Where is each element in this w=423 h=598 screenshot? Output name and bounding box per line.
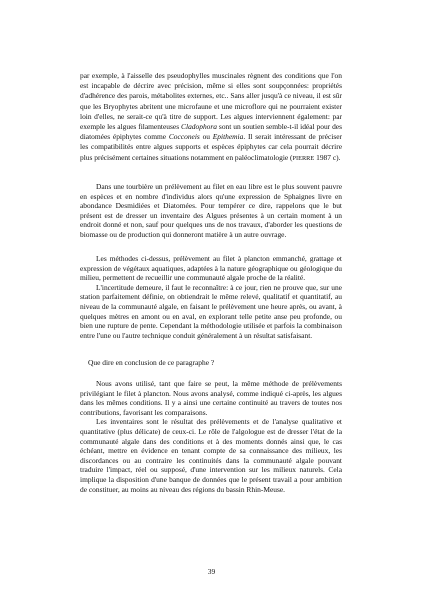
- paragraph-question: Que dire en conclusion de ce paragraphe ?: [88, 358, 215, 367]
- taxon-name: Cocconeis: [168, 132, 200, 142]
- text-run: ou: [199, 132, 213, 142]
- taxon-name: Cladophora: [181, 122, 217, 132]
- author-name: PIERRE: [292, 154, 315, 162]
- text-run: 1987 c).: [314, 152, 341, 162]
- text-run: . Il serait intéressant de préciser les compatibilités entre algues supports et espèces épiphytes car cela pourrait décrire plus précisément certaines situations notamment en paléoclimatologie (: [80, 132, 342, 162]
- paragraph-methodes: [80, 254, 342, 340]
- paragraph-methodes-intro: Les méthodes ci-dessus, prélèvement au filet à plancton emmanché, grattage et expression de végétaux aquatiques, adaptées à la nature géographique ou géologique du milieu, permettent de recueillir une communauté algale proche de la réalité.: [80, 254, 342, 283]
- paragraph-conclusion: [80, 379, 342, 494]
- paragraph-conclusion-inventaires: Les inventaires sont le résultat des prélèvements et de l'analyse qualitative et quantitative (plus délicate) de ceux-ci. Le rôle de l'algologue est de dresser l'état de la communauté algale dans des conditions et à des moments donnés ainsi que, le cas échéant, mettre en évidence en tenant compte de sa connaissance des milieux, les discordances ou au contraire les continuités dans la communauté algale pouvant traduire l'impact, réel ou supposé, d'une intervention sur les milieux naturels. Cela implique la disposition d'une banque de données que le présent travail a pour ambition de constituer, au moins au niveau des régions du bassin Rhin-Meuse.: [80, 417, 342, 494]
- text-run: par exemple, à l'aisselle des pseudophylles muscinales règnent des conditions que l'on est incapable de décrire avec précision, même si elles sont soupçonnées: propriétés d'adhérence des parois, métabolites externes, etc.. Sans aller jusqu'à ce niveau, il est sûr que les Bryophytes abritent une microfaune et une microflore qui ne pourraient exister loin d'elles, ne serait-ce qu'à titre de support. Les algues interviennent également: par exemple les algues filamenteuses: [80, 71, 342, 132]
- paragraph-incertitude: L'incertitude demeure, il faut le reconnaître: à ce jour, rien ne prouve que, sur une station parfaitement définie, on obtiendrait le même relevé, qualitatif et quantitatif, au niveau de la communauté algale, en faisant le prélèvement une heure après, ou avant, à quelques mètres en amont ou en aval, en explorant telle petite anse peu profonde, ou bien une rupture de pente. Cependant la méthodologie utilisée et parfois la combinaison entre l'une ou l'autre technique conduit généralement à un résultat satisfaisant.: [80, 282, 342, 340]
- text-run: sont un soutien semble-t-il idéal pour des diatomées épiphytes comme: [80, 122, 342, 142]
- paragraph-conclusion-methode: Nous avons utilisé, tant que faire se peut, la même méthode de prélèvements privilégiant le filet à plancton. Nous avons analysé, comme indiqué ci-après, les algues dans les mêmes conditions. Il y a ainsi une certaine continuité au travers de toutes nos contributions, favorisant les comparaisons.: [80, 379, 342, 417]
- taxon-name: Epithemia: [212, 132, 244, 142]
- paragraph-tourbiere: Dans une tourbière un prélèvement au filet en eau libre est le plus souvent pauvre en espèces et en nombre d'individus alors qu'une expression de Sphaignes livre en abondance Desmidiées et Diatomées. Pour tempérer ce dire, rappelons que le but présent est de dresser un inventaire des Algues présentes à un certain moment à un endroit donné et non, sauf pour quelques uns de nos travaux, d'aborder les questions de biomasse ou de production qui donneront matière à un autre ouvrage.: [80, 182, 342, 239]
- paragraph-epiphytes: [80, 71, 342, 164]
- page-number: 39: [207, 567, 216, 576]
